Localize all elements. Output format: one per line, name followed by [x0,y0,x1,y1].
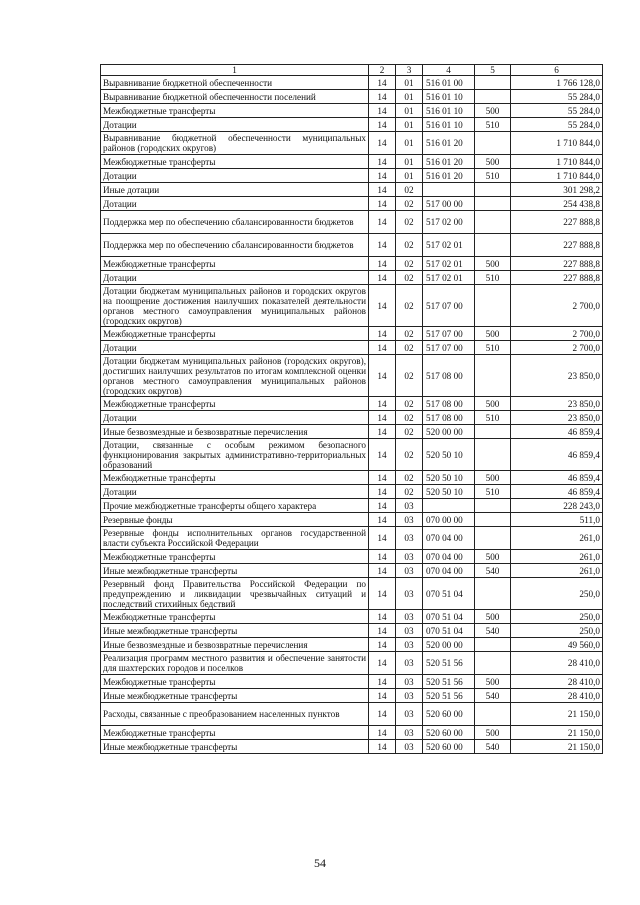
table-row [101,624,603,638]
section-code-cell: 14 [369,257,396,271]
target-article-cell: 516 01 20 [423,169,475,183]
subsection-code-cell: 03 [396,740,423,754]
section-code-cell: 14 [369,740,396,754]
row-name-cell: Резервные фонды [101,513,369,527]
subsection-code-cell: 01 [396,76,423,90]
table-row [101,499,603,513]
row-name-cell: Дотации [101,118,369,132]
table-row [101,132,603,155]
subsection-code-cell: 03 [396,638,423,652]
section-code-cell: 14 [369,499,396,513]
subsection-code-cell: 03 [396,624,423,638]
row-name-cell: Выравнивание бюджетной обеспеченности поселений [101,90,369,104]
subsection-code-cell: 03 [396,610,423,624]
subsection-code-cell: 02 [396,285,423,327]
amount-cell: 261,0 [511,564,603,578]
section-code-cell: 14 [369,76,396,90]
expense-type-cell: 500 [475,675,511,689]
amount-cell: 1 766 128,0 [511,76,603,90]
section-code-cell: 14 [369,118,396,132]
amount-cell: 227 888,8 [511,211,603,234]
section-code-cell: 14 [369,211,396,234]
row-name-cell: Дотации [101,271,369,285]
section-code-cell: 14 [369,90,396,104]
target-article-cell: 070 51 04 [423,624,475,638]
row-name-cell: Выравнивание бюджетной обеспеченности муниципальных районов (городских округов) [101,132,369,155]
target-article-cell: 070 51 04 [423,610,475,624]
table-row [101,234,603,257]
row-name-cell: Дотации [101,341,369,355]
table-row [101,197,603,211]
expense-type-cell [475,425,511,439]
row-name-cell: Межбюджетные трансферты [101,257,369,271]
row-name-cell: Поддержка мер по обеспечению сбалансированности бюджетов [101,211,369,234]
expense-type-cell [475,513,511,527]
expense-type-cell: 500 [475,610,511,624]
expense-type-cell: 500 [475,104,511,118]
expense-type-cell [475,197,511,211]
amount-cell: 250,0 [511,624,603,638]
amount-cell: 254 438,8 [511,197,603,211]
expense-type-cell: 540 [475,624,511,638]
expense-type-cell: 540 [475,564,511,578]
expense-type-cell: 540 [475,740,511,754]
row-name-cell: Поддержка мер по обеспечению сбалансированности бюджетов [101,234,369,257]
target-article-cell: 516 01 10 [423,90,475,104]
section-code-cell: 14 [369,564,396,578]
amount-cell: 227 888,8 [511,257,603,271]
amount-cell: 28 410,0 [511,675,603,689]
expense-type-cell [475,703,511,726]
amount-cell: 2 700,0 [511,327,603,341]
section-code-cell: 14 [369,652,396,675]
amount-cell: 21 150,0 [511,703,603,726]
section-code-cell: 14 [369,610,396,624]
amount-cell: 21 150,0 [511,726,603,740]
target-article-cell: 520 60 00 [423,726,475,740]
budget-table [100,64,603,754]
amount-cell: 55 284,0 [511,118,603,132]
section-code-cell: 14 [369,550,396,564]
subsection-code-cell: 02 [396,411,423,425]
target-article-cell: 516 01 10 [423,104,475,118]
section-code-cell: 14 [369,425,396,439]
expense-type-cell: 510 [475,341,511,355]
amount-cell: 227 888,8 [511,271,603,285]
subsection-code-cell: 02 [396,211,423,234]
amount-cell: 46 859,4 [511,485,603,499]
expense-type-cell [475,355,511,397]
section-code-cell: 14 [369,638,396,652]
amount-cell: 250,0 [511,578,603,610]
target-article-cell: 517 07 00 [423,285,475,327]
subsection-code-cell: 02 [396,341,423,355]
subsection-code-cell: 02 [396,257,423,271]
table-row [101,341,603,355]
expense-type-cell: 510 [475,485,511,499]
header-col-5: 5 [475,65,511,76]
amount-cell: 1 710 844,0 [511,169,603,183]
subsection-code-cell: 02 [396,471,423,485]
amount-cell: 46 859,4 [511,471,603,485]
row-name-cell: Иные межбюджетные трансферты [101,740,369,754]
target-article-cell: 520 60 00 [423,703,475,726]
subsection-code-cell: 03 [396,513,423,527]
expense-type-cell: 510 [475,411,511,425]
subsection-code-cell: 03 [396,564,423,578]
subsection-code-cell: 02 [396,234,423,257]
expense-type-cell [475,90,511,104]
section-code-cell: 14 [369,197,396,211]
target-article-cell [423,499,475,513]
row-name-cell: Дотации бюджетам муниципальных районов (городских округов), достигших наилучших результатов по итогам комплексной оценки органов местного самоуправления муниципальных районов (городских округов) [101,355,369,397]
subsection-code-cell: 03 [396,675,423,689]
subsection-code-cell: 03 [396,578,423,610]
expense-type-cell [475,499,511,513]
row-name-cell: Иные межбюджетные трансферты [101,564,369,578]
expense-type-cell: 500 [475,327,511,341]
table-row [101,689,603,703]
section-code-cell: 14 [369,327,396,341]
subsection-code-cell: 02 [396,425,423,439]
section-code-cell: 14 [369,439,396,471]
table-header-row [101,65,603,76]
row-name-cell: Иные безвозмездные и безвозвратные перечисления [101,638,369,652]
expense-type-cell [475,132,511,155]
expense-type-cell: 540 [475,689,511,703]
subsection-code-cell: 02 [396,197,423,211]
amount-cell: 28 410,0 [511,689,603,703]
target-article-cell: 516 01 20 [423,155,475,169]
subsection-code-cell: 02 [396,183,423,197]
table-row [101,471,603,485]
amount-cell: 261,0 [511,550,603,564]
target-article-cell: 520 51 56 [423,675,475,689]
expense-type-cell: 510 [475,271,511,285]
expense-type-cell [475,183,511,197]
amount-cell: 250,0 [511,610,603,624]
amount-cell: 23 850,0 [511,397,603,411]
row-name-cell: Межбюджетные трансферты [101,327,369,341]
table-row [101,652,603,675]
header-col-3: 3 [396,65,423,76]
row-name-cell: Межбюджетные трансферты [101,550,369,564]
target-article-cell: 520 00 00 [423,638,475,652]
header-col-2: 2 [369,65,396,76]
section-code-cell: 14 [369,132,396,155]
row-name-cell: Дотации, связанные с особым режимом безопасного функционирования закрытых административно-территориальных образований [101,439,369,471]
section-code-cell: 14 [369,485,396,499]
target-article-cell: 517 08 00 [423,397,475,411]
expense-type-cell: 500 [475,726,511,740]
expense-type-cell [475,285,511,327]
amount-cell: 1 710 844,0 [511,132,603,155]
subsection-code-cell: 03 [396,527,423,550]
amount-cell: 46 859,4 [511,439,603,471]
table-row [101,610,603,624]
table-row [101,740,603,754]
table-row [101,578,603,610]
subsection-code-cell: 03 [396,550,423,564]
table-row [101,271,603,285]
amount-cell: 1 710 844,0 [511,155,603,169]
target-article-cell: 517 02 01 [423,234,475,257]
amount-cell: 21 150,0 [511,740,603,754]
expense-type-cell [475,527,511,550]
table-row [101,485,603,499]
subsection-code-cell: 03 [396,726,423,740]
section-code-cell: 14 [369,104,396,118]
table-row [101,104,603,118]
amount-cell: 261,0 [511,527,603,550]
subsection-code-cell: 01 [396,155,423,169]
section-code-cell: 14 [369,527,396,550]
subsection-code-cell: 02 [396,439,423,471]
target-article-cell: 516 01 10 [423,118,475,132]
target-article-cell [423,183,475,197]
subsection-code-cell: 03 [396,652,423,675]
section-code-cell: 14 [369,271,396,285]
subsection-code-cell: 01 [396,169,423,183]
row-name-cell: Дотации [101,197,369,211]
table-row [101,397,603,411]
table-row [101,355,603,397]
target-article-cell: 070 51 04 [423,578,475,610]
row-name-cell: Межбюджетные трансферты [101,471,369,485]
section-code-cell: 14 [369,689,396,703]
subsection-code-cell: 02 [396,327,423,341]
target-article-cell: 517 07 00 [423,341,475,355]
expense-type-cell: 510 [475,118,511,132]
target-article-cell: 517 07 00 [423,327,475,341]
target-article-cell: 520 00 00 [423,425,475,439]
table-row [101,76,603,90]
section-code-cell: 14 [369,726,396,740]
target-article-cell: 517 08 00 [423,355,475,397]
section-code-cell: 14 [369,355,396,397]
row-name-cell: Расходы, связанные с преобразованием населенных пунктов [101,703,369,726]
table-row [101,564,603,578]
amount-cell: 55 284,0 [511,104,603,118]
row-name-cell: Резервный фонд Правительства Российской Федерации по предупреждению и ликвидации чрезвычайных ситуаций и последствий стихийных бедствий [101,578,369,610]
table-row [101,439,603,471]
header-col-6: 6 [511,65,603,76]
table-row [101,425,603,439]
row-name-cell: Дотации [101,411,369,425]
section-code-cell: 14 [369,411,396,425]
section-code-cell: 14 [369,341,396,355]
row-name-cell: Дотации бюджетам муниципальных районов и городских округов на поощрение достижения наилучших показателей деятельности органов местного самоуправления муниципальных районов (городских округов) [101,285,369,327]
section-code-cell: 14 [369,624,396,638]
amount-cell: 2 700,0 [511,341,603,355]
target-article-cell: 520 51 56 [423,689,475,703]
row-name-cell: Межбюджетные трансферты [101,155,369,169]
row-name-cell: Иные межбюджетные трансферты [101,624,369,638]
target-article-cell: 516 01 20 [423,132,475,155]
table-row [101,118,603,132]
table-row [101,527,603,550]
target-article-cell: 520 50 10 [423,471,475,485]
subsection-code-cell: 02 [396,271,423,285]
row-name-cell: Иные межбюджетные трансферты [101,689,369,703]
subsection-code-cell: 03 [396,703,423,726]
expense-type-cell: 500 [475,257,511,271]
row-name-cell: Выравнивание бюджетной обеспеченности [101,76,369,90]
amount-cell: 49 560,0 [511,638,603,652]
table-row [101,726,603,740]
section-code-cell: 14 [369,578,396,610]
section-code-cell: 14 [369,285,396,327]
target-article-cell: 070 04 00 [423,550,475,564]
subsection-code-cell: 01 [396,118,423,132]
expense-type-cell: 500 [475,550,511,564]
row-name-cell: Межбюджетные трансферты [101,610,369,624]
section-code-cell: 14 [369,234,396,257]
table-row [101,183,603,197]
row-name-cell: Межбюджетные трансферты [101,397,369,411]
row-name-cell: Межбюджетные трансферты [101,726,369,740]
expense-type-cell: 500 [475,397,511,411]
target-article-cell: 520 51 56 [423,652,475,675]
row-name-cell: Дотации [101,485,369,499]
section-code-cell: 14 [369,471,396,485]
target-article-cell: 520 50 10 [423,485,475,499]
section-code-cell: 14 [369,513,396,527]
section-code-cell: 14 [369,703,396,726]
table-row [101,169,603,183]
subsection-code-cell: 02 [396,485,423,499]
table-row [101,675,603,689]
subsection-code-cell: 03 [396,689,423,703]
row-name-cell: Прочие межбюджетные трансферты общего характера [101,499,369,513]
table-row [101,327,603,341]
subsection-code-cell: 01 [396,90,423,104]
header-col-1: 1 [101,65,369,76]
subsection-code-cell: 01 [396,132,423,155]
table-row [101,285,603,327]
expense-type-cell [475,652,511,675]
row-name-cell: Резервные фонды исполнительных органов государственной власти субъекта Российской Федерации [101,527,369,550]
target-article-cell: 517 02 01 [423,257,475,271]
amount-cell: 23 850,0 [511,355,603,397]
amount-cell: 28 410,0 [511,652,603,675]
header-col-4: 4 [423,65,475,76]
amount-cell: 55 284,0 [511,90,603,104]
page-number: 54 [314,856,326,870]
section-code-cell: 14 [369,169,396,183]
target-article-cell: 070 04 00 [423,527,475,550]
target-article-cell: 516 01 00 [423,76,475,90]
amount-cell: 23 850,0 [511,411,603,425]
table-row [101,90,603,104]
table-body [101,76,603,754]
table-row [101,257,603,271]
expense-type-cell [475,76,511,90]
amount-cell: 511,0 [511,513,603,527]
table-row [101,550,603,564]
target-article-cell: 517 00 00 [423,197,475,211]
table-row [101,638,603,652]
table-row [101,411,603,425]
expense-type-cell [475,638,511,652]
amount-cell: 227 888,8 [511,234,603,257]
target-article-cell: 517 08 00 [423,411,475,425]
subsection-code-cell: 02 [396,397,423,411]
expense-type-cell [475,234,511,257]
section-code-cell: 14 [369,675,396,689]
row-name-cell: Межбюджетные трансферты [101,675,369,689]
row-name-cell: Дотации [101,169,369,183]
expense-type-cell [475,211,511,234]
expense-type-cell: 510 [475,169,511,183]
target-article-cell: 070 00 00 [423,513,475,527]
amount-cell: 2 700,0 [511,285,603,327]
table-row [101,513,603,527]
target-article-cell: 070 04 00 [423,564,475,578]
section-code-cell: 14 [369,183,396,197]
subsection-code-cell: 01 [396,104,423,118]
expense-type-cell: 500 [475,471,511,485]
table-row [101,211,603,234]
table-row [101,703,603,726]
row-name-cell: Реализация программ местного развития и обеспечение занятости для шахтерских городов и поселков [101,652,369,675]
row-name-cell: Иные безвозмездные и безвозвратные перечисления [101,425,369,439]
expense-type-cell: 500 [475,155,511,169]
row-name-cell: Иные дотации [101,183,369,197]
section-code-cell: 14 [369,397,396,411]
target-article-cell: 517 02 00 [423,211,475,234]
target-article-cell: 520 60 00 [423,740,475,754]
subsection-code-cell: 02 [396,355,423,397]
amount-cell: 301 298,2 [511,183,603,197]
table-row [101,155,603,169]
target-article-cell: 517 02 01 [423,271,475,285]
amount-cell: 228 243,0 [511,499,603,513]
expense-type-cell [475,439,511,471]
section-code-cell: 14 [369,155,396,169]
target-article-cell: 520 50 10 [423,439,475,471]
expense-type-cell [475,578,511,610]
amount-cell: 46 859,4 [511,425,603,439]
subsection-code-cell: 03 [396,499,423,513]
row-name-cell: Межбюджетные трансферты [101,104,369,118]
